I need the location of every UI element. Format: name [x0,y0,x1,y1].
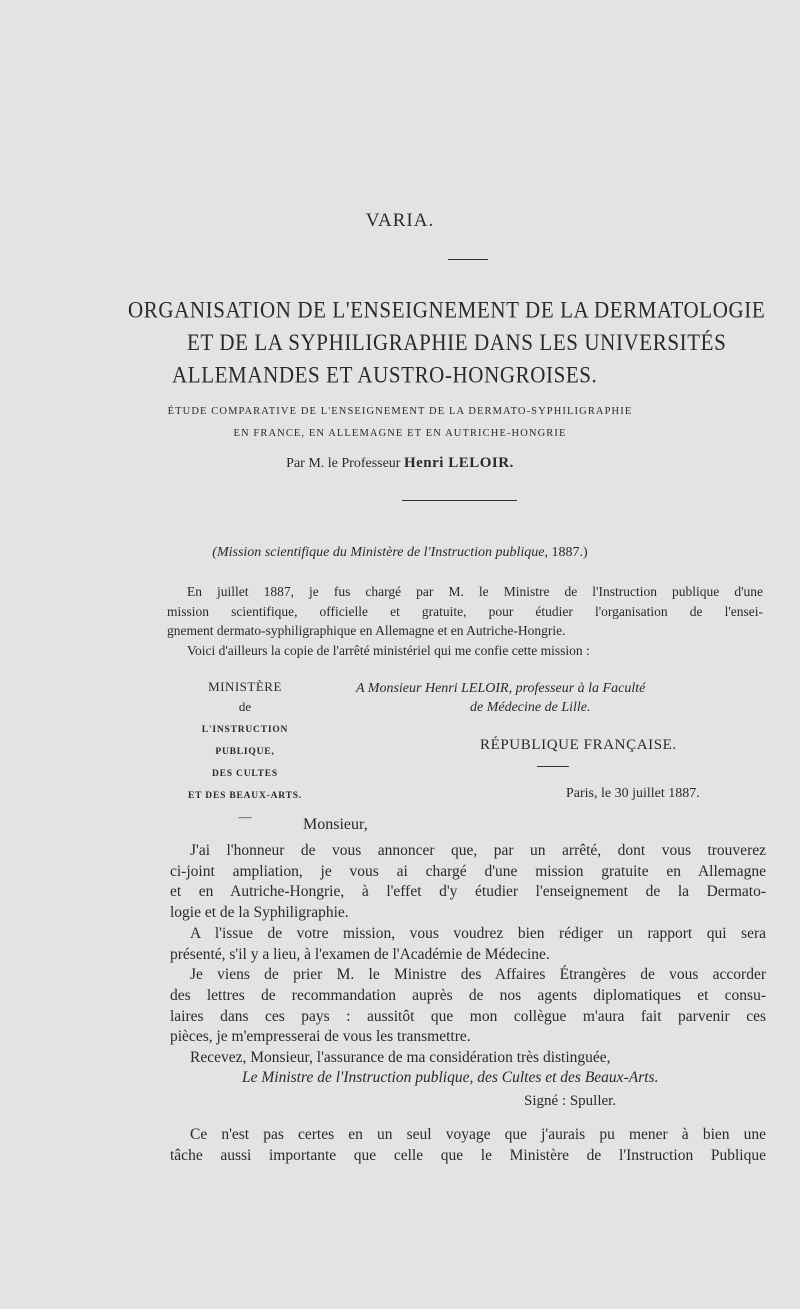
letter-line: Recevez, Monsieur, l'assurance de ma considération très distinguée, [190,1049,611,1067]
divider-short [448,259,488,260]
letter-line: ci-joint ampliation, je vous ai chargé d'une mission gratuite en Allemagne [170,862,766,880]
intro-line: Voici d'ailleurs la copie de l'arrêté ministériel qui me confie cette mission : [187,642,590,658]
final-line: tâche aussi importante que celle que le Ministère de l'Instruction Publique [170,1147,766,1164]
letter-line: présenté, s'il y a lieu, à l'examen de l'Académie de Médecine. [170,945,550,963]
subtitle-line: ÉTUDE COMPARATIVE DE L'ENSEIGNEMENT DE LA DERMATO-SYPHILIGRAPHIE [167,406,633,417]
ministry-dash: — [238,809,252,824]
title-line: ORGANISATION DE L'ENSEIGNEMENT DE LA DERMATOLOGIE [128,296,766,324]
letter-date: Paris, le 30 juillet 1887. [566,786,700,801]
author-name: Henri LELOIR. [403,455,514,471]
ministry-cultes: DES CULTES [212,769,278,779]
addressee-line: de Médecine de Lille. [470,700,591,715]
intro-paragraph [167,582,763,660]
intro-line: mission scientifique, officielle et gratuite, pour étudier l'organisation de l'ensei- [167,603,763,619]
divider-author [402,500,517,501]
letter-line: A l'issue de votre mission, vous voudrez bien rédiger un rapport qui sera [190,924,766,942]
ministry-name: MINISTÈRE [208,679,282,694]
final-line: Ce n'est pas certes en un seul voyage que j'aurais pu mener à bien une [190,1126,766,1143]
letter-line: J'ai l'honneur de vous annoncer que, par un arrêté, dont vous trouverez [190,842,766,859]
letter-line: laires dans ces pays : aussitôt que mon collègue m'aura fait parvenir ces [170,1007,766,1025]
title-line: ET DE LA SYPHILIGRAPHIE DANS LES UNIVERSITÉS [187,328,727,356]
salutation: Monsieur, [303,816,368,833]
author-line [0,455,800,472]
letter-line: Je viens de prier M. le Ministre des Affaires Étrangères de vous accorder [190,966,766,984]
intro-line: gnement dermato-syphiligraphique en Allemagne et en Autriche-Hongrie. [167,623,566,638]
addressee-line: A Monsieur Henri LELOIR, professeur à la Faculté [356,681,646,696]
ministry-instruction: L'INSTRUCTION PUBLIQUE, [201,725,289,757]
subtitle-line: EN FRANCE, EN ALLEMAGNE ET EN AUTRICHE-HONGRIE [233,428,567,439]
ministry-de: de [238,699,252,714]
letter-body [170,841,766,1069]
letter-line: et en Autriche-Hongrie, à l'effet d'y étudier l'enseignement de la Dermato- [170,883,766,901]
intro-line: En juillet 1887, je fus chargé par M. le Ministre de l'Instruction publique d'une [187,584,763,599]
final-paragraph [170,1124,766,1166]
ministry-beaux-arts: ET DES BEAUX-ARTS. [188,791,302,801]
letter-line: des lettres de recommandation auprès de nos agents diplomatiques et consu- [170,986,766,1004]
mission-line [0,545,800,561]
article-subtitle [0,401,800,445]
section-heading: VARIA. [365,210,435,231]
author-prefix: Par M. le Professeur [286,456,401,471]
article-title [0,294,800,391]
ministry-block [175,677,315,827]
mission-year: 1887.) [551,545,588,560]
mission-text: (Mission scientifique du Ministère de l'Instruction publique, [212,545,549,560]
republic-heading: RÉPUBLIQUE FRANÇAISE. [480,737,677,753]
divider-republic [537,766,569,767]
addressee-block [356,679,766,717]
letter-line: logie et de la Syphiligraphie. [170,904,349,922]
closing-signature-title: Le Ministre de l'Instruction publique, des Cultes et des Beaux-Arts. [242,1069,659,1086]
title-line: ALLEMANDES ET AUSTRO-HONGROISES. [172,361,598,389]
closing-signed: Signé : Spuller. [524,1093,617,1109]
letter-line: pièces, je m'empresserai de vous les transmettre. [170,1028,471,1046]
